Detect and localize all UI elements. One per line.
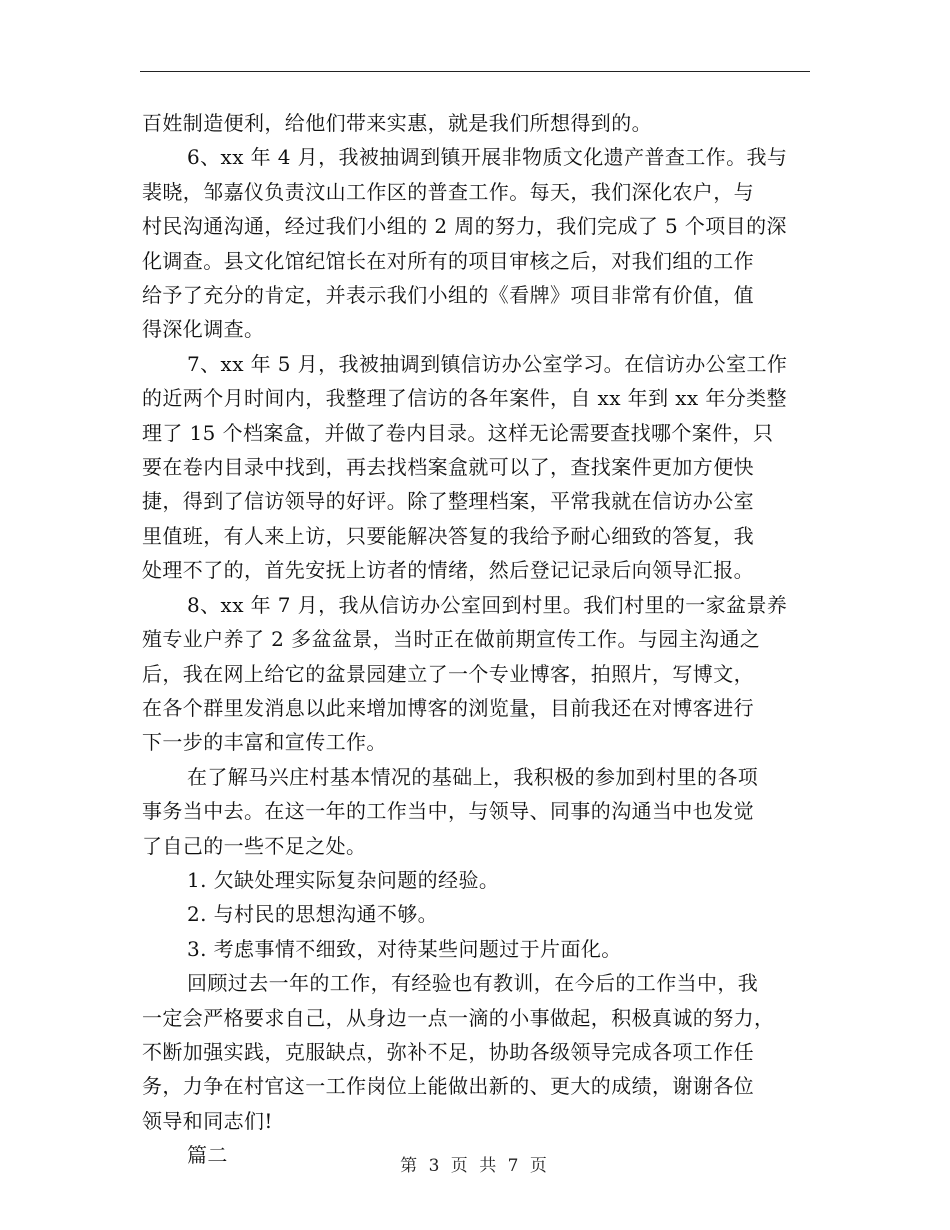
text-line: 得深化调查。 [142, 317, 265, 342]
text-line: 回顾过去一年的工作，有经验也有教训，在今后的工作当中，我 [187, 971, 759, 996]
text-line: 化调查。县文化馆纪馆长在对所有的项目审核之后，对我们组的工作 [142, 248, 754, 273]
page-footer [0, 1151, 950, 1176]
text-line: 捷，得到了信访领导的好评。除了整理档案，平常我就在信访办公室 [142, 489, 754, 514]
text-line: 要在卷内目录中找到，再去找档案盒就可以了，查找案件更加方便快 [142, 455, 754, 480]
text-line: 领导和同志们! [142, 1108, 273, 1133]
page-number-label: 第 3 页 共 7 页 [400, 1156, 550, 1176]
text-line: 裴晓，邹嘉仪负责汶山工作区的普查工作。每天，我们深化农户，与 [142, 179, 754, 204]
text-line: 篇二 [187, 1143, 228, 1168]
text-line: 给予了充分的肯定，并表示我们小组的《看牌》项目非常有价值，值 [142, 283, 754, 308]
text-line: 8、xx 年 7 月，我从信访办公室回到村里。我们村里的一家盆景养 [187, 592, 788, 617]
text-line: 不断加强实践，克服缺点，弥补不足，协助各级领导完成各项工作任 [142, 1039, 754, 1064]
text-line: 理了 15 个档案盒，并做了卷内目录。这样无论需要查找哪个案件，只 [142, 420, 774, 445]
text-line: 一定会严格要求自己，从身边一点一滴的小事做起，积极真诚的努力， [142, 1005, 775, 1030]
text-line: 百姓制造便利，给他们带来实惠，就是我们所想得到的。 [142, 111, 652, 135]
text-line: 下一步的丰富和宣传工作。 [142, 730, 387, 755]
text-line: 在了解马兴庄村基本情况的基础上，我积极的参加到村里的各项 [187, 764, 759, 789]
text-line: 的近两个月时间内，我整理了信访的各年案件，自 xx 年到 xx 年分类整 [142, 386, 787, 411]
document-body [142, 106, 810, 1173]
text-line: 7、xx 年 5 月，我被抽调到镇信访办公室学习。在信访办公室工作 [187, 351, 788, 376]
text-line: 里值班，有人来上访，只要能解决答复的我给予耐心细致的答复，我 [142, 523, 754, 548]
text-line: 3. 考虑事情不细致，对待某些问题过于片面化。 [187, 936, 622, 961]
text-line: 2. 与村民的思想沟通不够。 [187, 902, 439, 927]
text-line: 在各个群里发消息以此来增加博客的浏览量，目前我还在对博客进行 [142, 695, 754, 720]
text-line: 事务当中去。在这一年的工作当中，与领导、同事的沟通当中也发觉 [142, 799, 754, 824]
text-line: 处理不了的，首先安抚上访者的情绪，然后登记记录后向领导汇报。 [142, 558, 754, 583]
text-line: 村民沟通沟通，经过我们小组的 2 周的努力，我们完成了 5 个项目的深 [142, 214, 787, 239]
text-line: 殖专业户养了 2 多盆盆景，当时正在做前期宣传工作。与园主沟通之 [142, 627, 761, 652]
text-line: 务，力争在村官这一工作岗位上能做出新的、更大的成绩，谢谢各位 [142, 1074, 754, 1099]
text-line: 后，我在网上给它的盆景园建立了一个专业博客，拍照片，写博文， [142, 661, 754, 686]
header-rule [140, 71, 810, 72]
text-line: 1. 欠缺处理实际复杂问题的经验。 [187, 867, 500, 892]
text-line: 了自己的一些不足之处。 [142, 833, 367, 858]
text-line: 6、xx 年 4 月，我被抽调到镇开展非物质文化遗产普查工作。我与 [187, 145, 788, 170]
